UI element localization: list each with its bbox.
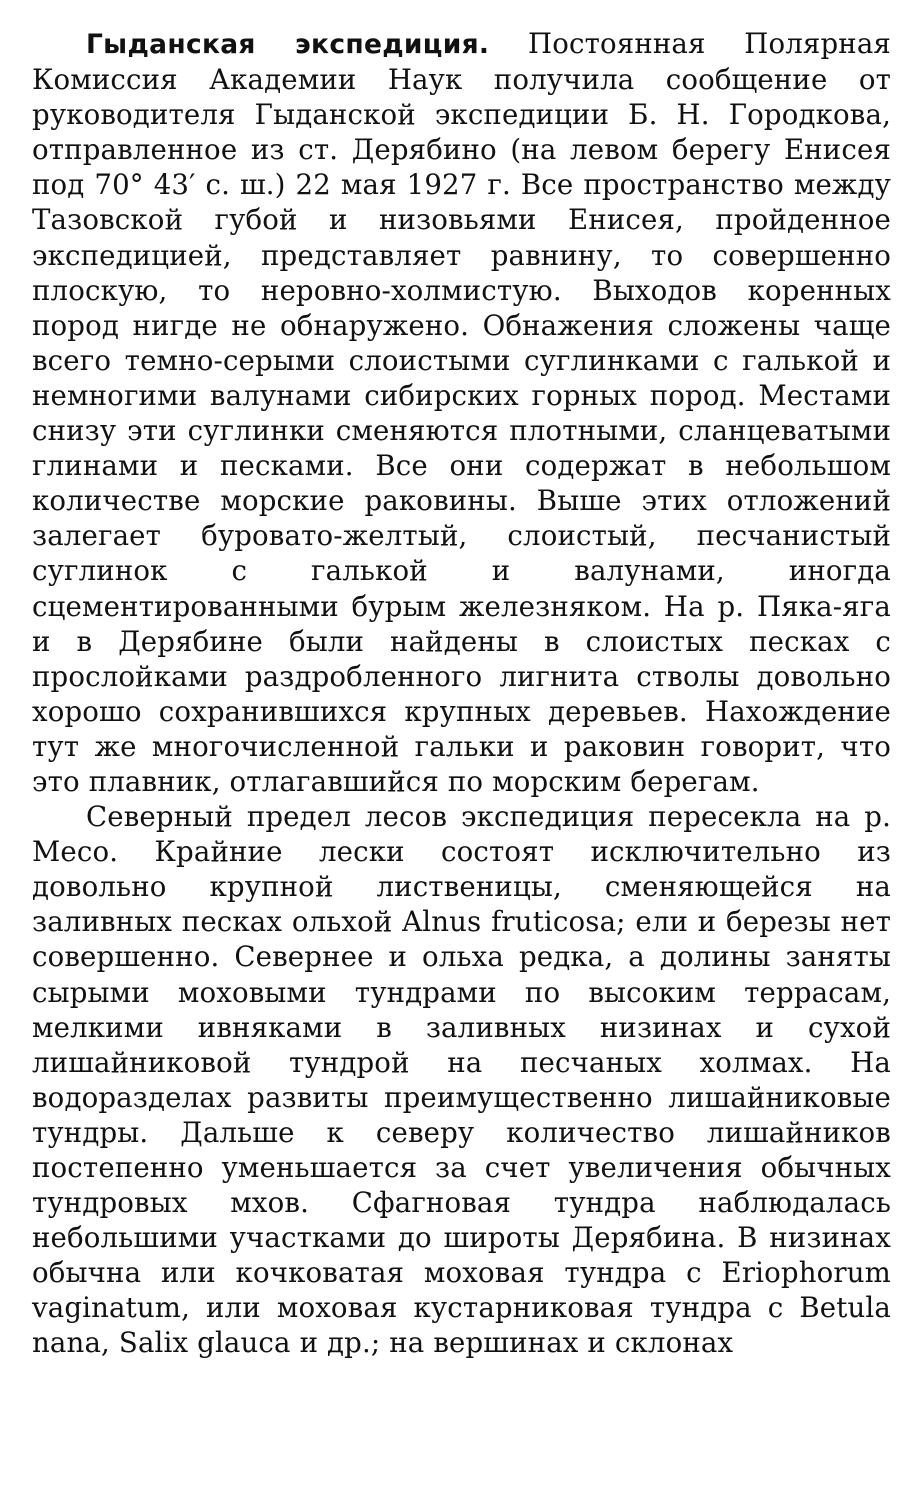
section-heading: Гыданская экспедиция. [86,29,490,60]
paragraph-1 [32,26,891,799]
paragraph-2: Северный предел лесов экспедиция пересекла на р. Месо. Крайние лески состоят исключительно из довольно крупной лиственицы, сменяющейся на заливных песках ольхой Alnus fruticosa; ели и березы нет совершенно. Севернее и ольха редка, а долины заняты сырыми моховыми тундрами по высоким террасам, мелкими ивняками в заливных низинах и сухой лишайниковой тундрой на песчаных холмах. На водоразделах развиты преимущественно лишайниковые тундры. Дальше к северу количество лишайников постепенно уменьшается за счет увеличения обычных тундровых мхов. Сфагновая тундра наблюдалась небольшими участками до широты Дерябина. В низинах обычна или кочковатая моховая тундра с Eriophorum vaginatum, или моховая кустарниковая тундра с Betula nana, Salix glauca и др.; на вершинах и склонах [32,800,891,1360]
document-page [32,26,891,1361]
paragraph-1-text: Постоянная Полярная Комиссия Академии Наук получила сообщение от руководителя Гыданской экспедиции Б. Н. Городкова, отправленное из ст. Дерябино (на левом берегу Енисея под 70° 43′ с. ш.) 22 мая 1927 г. Все пространство между Тазовской губой и низовьями Енисея, пройденное экспедицией, представляет равнину, то совершенно плоскую, то неровно-холмистую. Выходов коренных пород нигде не обнаружено. Обнажения сложены чаще всего темно-серыми слоистыми суглинками с галькой и немногими валунами сибирских горных пород. Местами снизу эти суглинки сменяются плотными, сланцеватыми глинами и песками. Все они содержат в небольшом количестве морские раковины. Выше этих отложений залегает буровато-желтый, слоистый, песчанистый суглинок с галькой и валунами, иногда сцементированными бурым железняком. На р. Пяка-яга и в Дерябине были найдены в слоистых песках с прослойками раздробленного лигнита стволы довольно хорошо сохранившихся крупных деревьев. Нахождение тут же многочисленной гальки и раковин говорит, что это плавник, отлагавшийся по морским берегам. [32,27,891,798]
